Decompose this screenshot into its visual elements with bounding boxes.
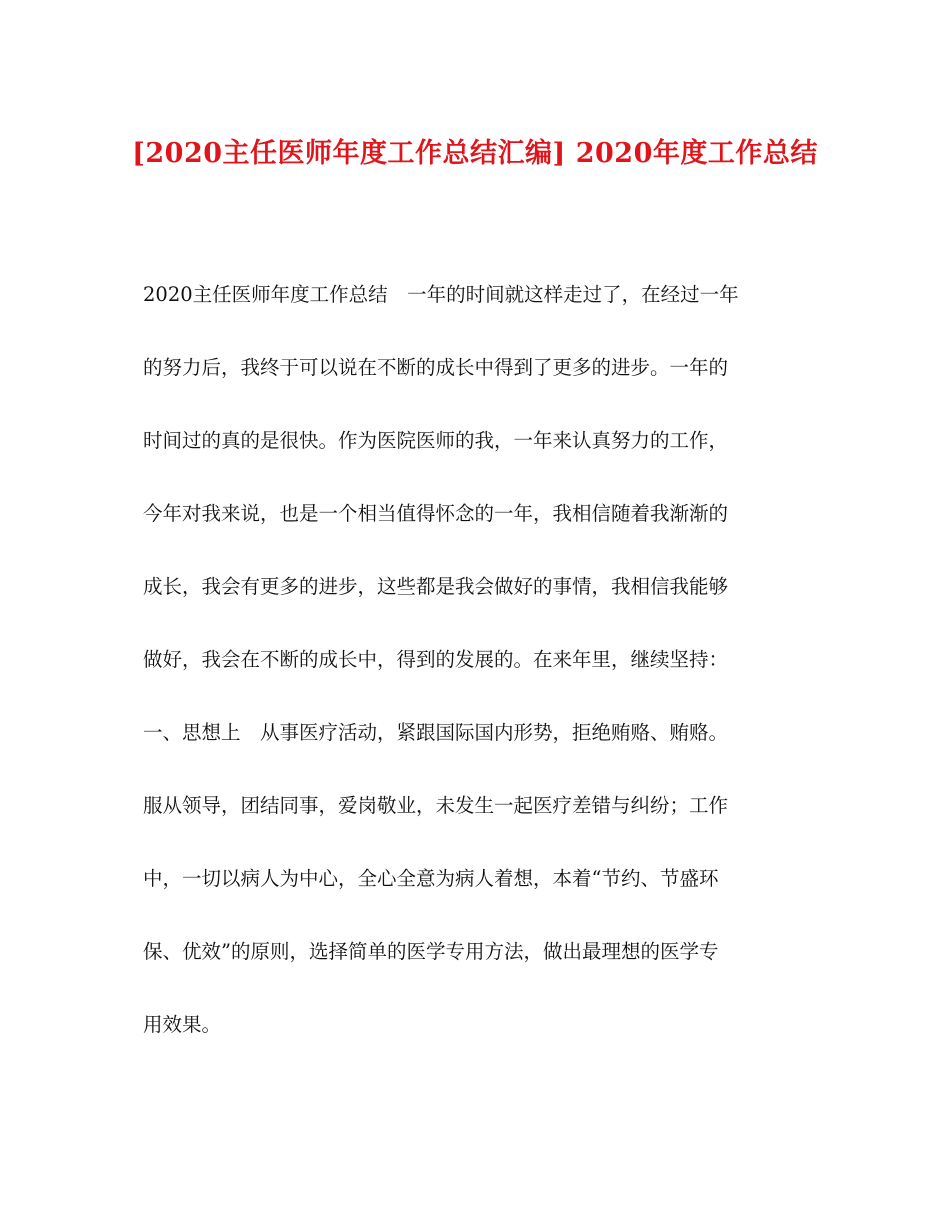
body-line: 用效果。 [143,1013,222,1036]
body-line: 时间过的真的是很快。作为医院医师的我，一年来认真努力的工作， [143,429,729,452]
document-title: [2020主任医师年度工作总结汇编] 2020年度工作总结 [132,138,818,169]
document-body [143,258,803,1061]
body-line: 今年对我来说，也是一个相当值得怀念的一年，我相信随着我渐渐的 [143,502,729,525]
body-line: 2020主任医师年度工作总结 一年的时间就这样走过了，在经过一年 [143,283,739,306]
body-line: 服从领导，团结同事，爱岗敬业，未发生一起医疗差错与纠纷；工作 [143,794,729,817]
body-line: 保、优效”的原则，选择简单的医学专用方法，做出最理想的医学专 [143,940,719,963]
body-line: 中，一切以病人为中心，全心全意为病人着想，本着“节约、节盛环 [143,867,719,890]
body-line: 的努力后，我终于可以说在不断的成长中得到了更多的进步。一年的 [143,356,729,379]
body-line: 一、思想上 从事医疗活动，紧跟国际国内形势，拒绝贿赂、贿赂。 [143,721,729,744]
body-line: 做好，我会在不断的成长中，得到的发展的。在来年里，继续坚持： [143,648,729,671]
body-line: 成长，我会有更多的进步，这些都是我会做好的事情，我相信我能够 [143,575,729,598]
